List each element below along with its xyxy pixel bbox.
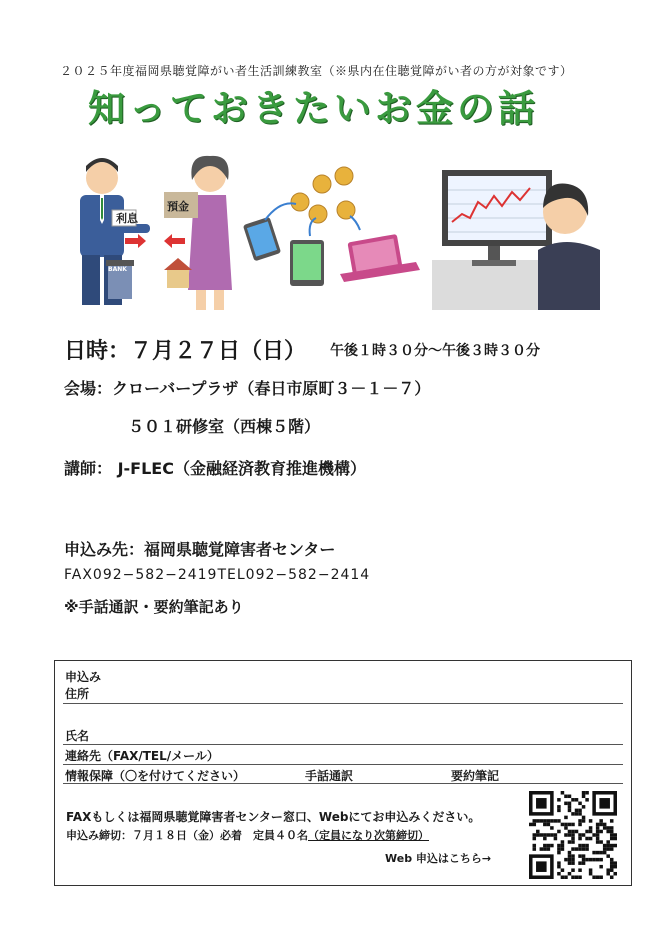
name-line[interactable] xyxy=(63,744,623,745)
contact-line[interactable] xyxy=(63,764,623,765)
trader-illustration xyxy=(432,170,600,310)
interpreter-note: ※手話通訳・要約筆記あり xyxy=(64,598,244,616)
venue-line-2: ５０１研修室（西棟５階） xyxy=(128,417,321,436)
devices-illustration xyxy=(243,167,420,286)
bank-label: BANK xyxy=(108,266,127,273)
event-time: 午後１時３０分～午後３時３０分 xyxy=(330,343,540,359)
application-form xyxy=(54,660,632,886)
deadline-text: 申込み締切：７月１８日（金）必着 定員４０名 xyxy=(66,829,308,842)
sign-language-option[interactable]: 手話通訳 xyxy=(305,769,354,783)
name-label: 氏名 xyxy=(65,729,90,743)
venue-line-1: 会場：クローバープラザ（春日市原町３－１－７） xyxy=(64,379,431,398)
banker-illustration xyxy=(80,158,150,305)
apply-label: 申込み xyxy=(65,670,102,684)
event-date: 日時：７月２７日（日） xyxy=(64,339,307,364)
deadline xyxy=(66,827,429,843)
contact-label: 連絡先（FAX/TEL/メール） xyxy=(65,749,219,763)
info-access-label: 情報保障（〇を付けてください） xyxy=(65,769,246,783)
qr-code-icon[interactable] xyxy=(529,791,617,879)
page-title: 知っておきたいお金の話 xyxy=(88,87,539,130)
info-access-line xyxy=(63,783,623,784)
deposit-label: 預金 xyxy=(167,200,189,213)
address-line[interactable] xyxy=(63,703,623,704)
apply-methods: FAXもしくは福岡県聴覚障害者センター窓口、Webにてお申込みください。 xyxy=(66,810,481,824)
address-label: 住所 xyxy=(65,687,90,701)
web-apply-link[interactable]: Web 申込はこちら→ xyxy=(385,852,492,865)
lecturer: 講師： J-FLEC（金融経済教育推進機構） xyxy=(64,459,366,478)
depositor-illustration xyxy=(164,156,232,310)
money-illustration xyxy=(60,140,605,320)
fax-tel: FAX092−582−2419TEL092−582−2414 xyxy=(64,567,371,583)
subtitle: ２０２５年度福岡県聴覚障がい者生活訓練教室（※県内在住聴覚障がい者の方が対象です） xyxy=(60,64,573,78)
deadline-note: （定員になり次第締切） xyxy=(308,829,429,842)
apply-to: 申込み先：福岡県聴覚障害者センター xyxy=(64,540,336,559)
interest-label: 利息 xyxy=(116,212,138,225)
summary-writing-option[interactable]: 要約筆記 xyxy=(451,769,500,783)
